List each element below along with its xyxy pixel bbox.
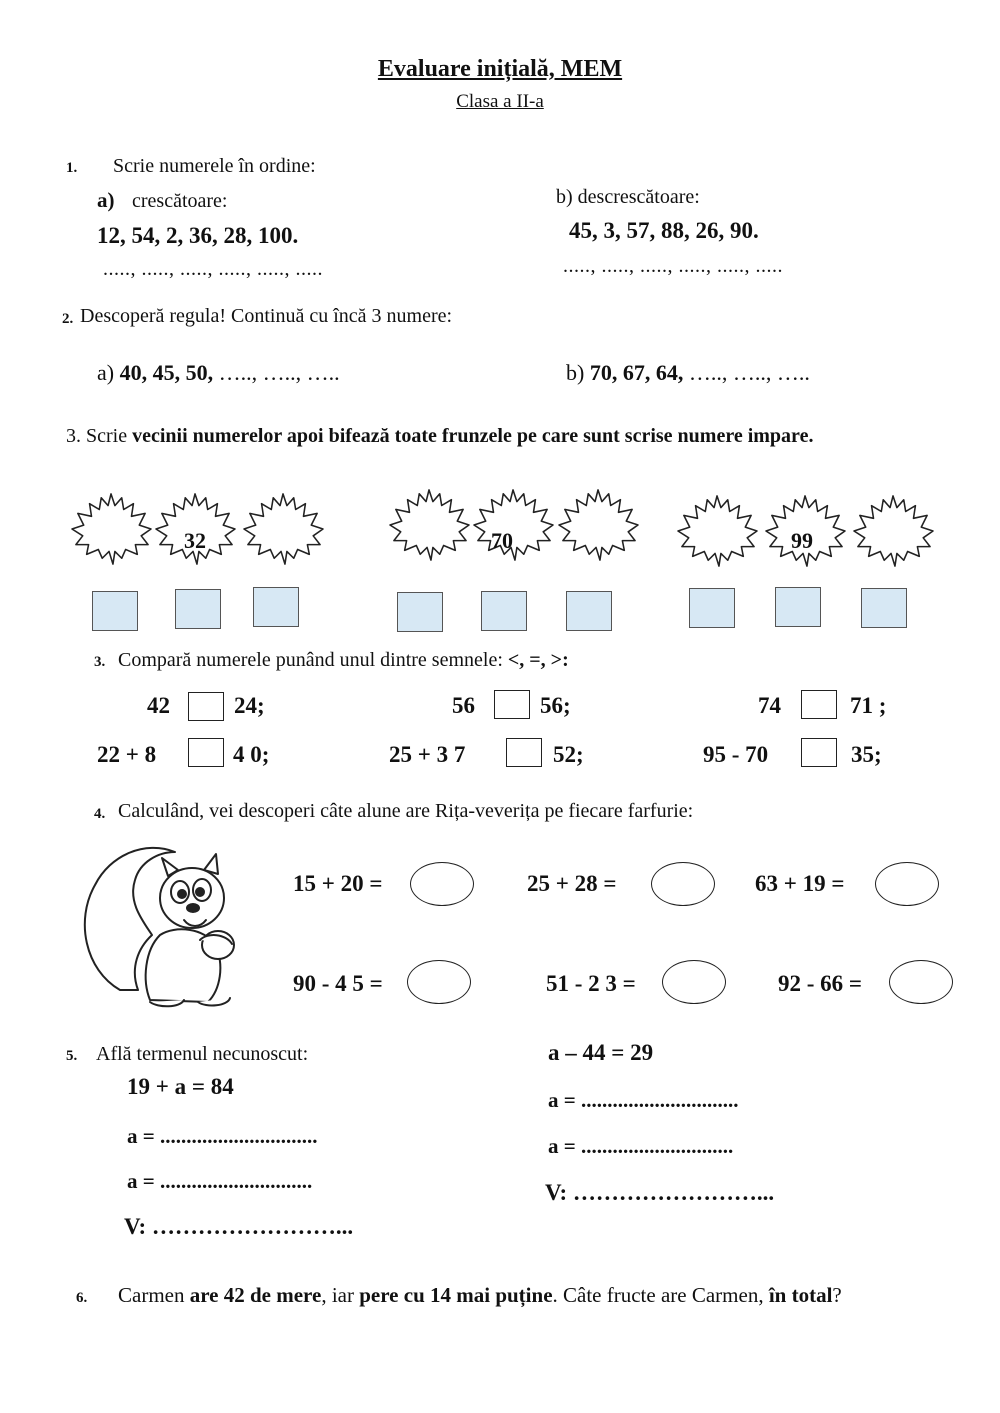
q4-answer-oval[interactable] [651, 862, 715, 906]
leaf-icon [848, 492, 938, 570]
q4-expression: 92 - 66 = [778, 971, 863, 996]
q6-number: 6. [76, 1290, 88, 1306]
compare-left: 56 [452, 693, 475, 718]
q6-text-2: , iar [321, 1283, 360, 1307]
q2-a-blanks[interactable]: ….., ….., ….. [218, 360, 340, 385]
q1-a-text: crescătoare: [132, 190, 228, 212]
q4-expression: 63 + 19 = [755, 871, 845, 896]
q1-prompt: Scrie numerele în ordine: [113, 155, 316, 177]
leaf-checkbox[interactable] [861, 588, 907, 628]
q6-bold-1: are 42 de mere [189, 1283, 322, 1307]
leaf-checkbox[interactable] [566, 591, 612, 631]
leaf-number-1: 32 [184, 528, 206, 553]
squirrel-illustration [80, 840, 255, 1010]
compare-answer-box[interactable] [801, 738, 837, 767]
q1-a-label: a) [97, 188, 115, 212]
q6-text-4: ? [832, 1283, 842, 1307]
q4-answer-oval[interactable] [407, 960, 471, 1004]
q5-left-answer-2[interactable]: a = ............................. [127, 1169, 313, 1193]
q5-right-equation: a – 44 = 29 [548, 1040, 654, 1065]
compare-answer-box[interactable] [188, 692, 224, 721]
compare-right: 24; [234, 693, 265, 718]
compare-right: 35; [851, 742, 882, 767]
compare-left: 25 + 3 7 [389, 742, 466, 767]
q4-number: 4. [94, 806, 106, 822]
q5-left-answer-1[interactable]: a = .............................. [127, 1124, 318, 1148]
compare-answer-box[interactable] [494, 690, 530, 719]
q4-expression: 15 + 20 = [293, 871, 383, 896]
q3-bold-text: vecinii numerelor apoi bifează toate frunzele pe care sunt scrise numere impare. [132, 425, 814, 447]
q1-b-answer-dots[interactable]: ....., ....., ....., ....., ....., ..... [563, 255, 783, 277]
q1-a-numbers: 12, 54, 2, 36, 28, 100. [97, 223, 299, 248]
leaf-number-3: 99 [791, 528, 813, 553]
page-title: Evaluare inițială, MEM [377, 56, 623, 82]
compare-answer-box[interactable] [801, 690, 837, 719]
leaf-checkbox[interactable] [481, 591, 527, 631]
q6-text-3: . Câte fructe are Carmen, [552, 1283, 769, 1307]
q5-prompt: Află termenul necunoscut: [96, 1043, 309, 1065]
q2-b-sequence: 70, 67, 64, [589, 360, 684, 385]
q4-expression [527, 871, 616, 897]
q2-a [97, 360, 340, 386]
q4-answer-oval[interactable] [875, 862, 939, 906]
leaf-icon [384, 486, 474, 564]
q4-answer-oval[interactable] [662, 960, 726, 1004]
q2-b-label: b) [566, 360, 585, 385]
q3b-signs: <, =, >: [507, 649, 569, 671]
compare-left: 42 [147, 693, 170, 718]
compare-left: 95 - 70 [703, 742, 769, 767]
q6-bold-2: pere cu 14 mai puține [359, 1283, 553, 1307]
leaf-checkbox[interactable] [175, 589, 221, 629]
q2-b-blanks[interactable]: ….., ….., ….. [688, 360, 810, 385]
q1-b-numbers: 45, 3, 57, 88, 26, 90. [569, 218, 759, 243]
q4-expression: 51 - 2 3 = [546, 971, 636, 996]
q5-left-verification[interactable]: V: ……………………... [124, 1214, 354, 1239]
q3b-prompt-text: Compară numerele punând unul dintre semnele: [118, 649, 508, 671]
leaf-checkbox[interactable] [689, 588, 735, 628]
q2-a-sequence: 40, 45, 50, [119, 360, 214, 385]
q5-right-answer-1[interactable]: a = .............................. [548, 1088, 739, 1112]
q4-expression-text: 25 + 28 = [527, 871, 617, 896]
q2-a-label: a) [97, 360, 115, 385]
q1-number: 1. [66, 160, 78, 176]
leaf-checkbox[interactable] [253, 587, 299, 627]
leaf-number-2: 70 [491, 528, 513, 553]
leaf-icon [238, 490, 328, 568]
q3-prefix: 3. Scrie [66, 425, 133, 447]
q4-expression: 90 - 4 5 = [293, 971, 383, 996]
compare-left: 74 [758, 693, 781, 718]
q4-answer-oval[interactable] [410, 862, 474, 906]
leaf-icon [553, 486, 643, 564]
q2-b [566, 360, 810, 386]
q5-right-answer-2[interactable]: a = ............................. [548, 1134, 734, 1158]
q2-prompt: Descoperă regula! Continuă cu încă 3 numere: [80, 305, 453, 327]
q6-text-1: Carmen [118, 1283, 190, 1307]
leaf-icon [672, 492, 762, 570]
q2-number: 2. [62, 311, 74, 327]
page-subtitle: Clasa a II-a [456, 91, 544, 112]
leaf-checkbox[interactable] [397, 592, 443, 632]
q1-b-text: b) descrescătoare: [556, 186, 700, 208]
compare-answer-box[interactable] [188, 738, 224, 767]
q3-prompt [66, 425, 813, 448]
q4-prompt: Calculând, vei descoperi câte alune are Rița-veverița pe fiecare farfurie: [118, 800, 694, 822]
q5-number: 5. [66, 1048, 78, 1064]
q4-answer-oval[interactable] [889, 960, 953, 1004]
q1-a-answer-dots[interactable]: ....., ....., ....., ....., ....., ..... [103, 258, 323, 280]
q3b-number: 3. [94, 654, 106, 670]
compare-left: 22 + 8 [97, 742, 157, 767]
leaf-icon [66, 490, 156, 568]
q3b-prompt [118, 649, 569, 672]
compare-right: 52; [553, 742, 584, 767]
q6-bold-3: în total [768, 1283, 833, 1307]
compare-right: 56; [540, 693, 571, 718]
q5-right-verification[interactable]: V: ……………………... [545, 1180, 775, 1205]
compare-right: 71 ; [850, 693, 887, 718]
compare-right: 4 0; [233, 742, 270, 767]
compare-answer-box[interactable] [506, 738, 542, 767]
q5-left-equation: 19 + a = 84 [127, 1074, 234, 1099]
q6-prompt [118, 1283, 842, 1308]
leaf-checkbox[interactable] [775, 587, 821, 627]
leaf-checkbox[interactable] [92, 591, 138, 631]
